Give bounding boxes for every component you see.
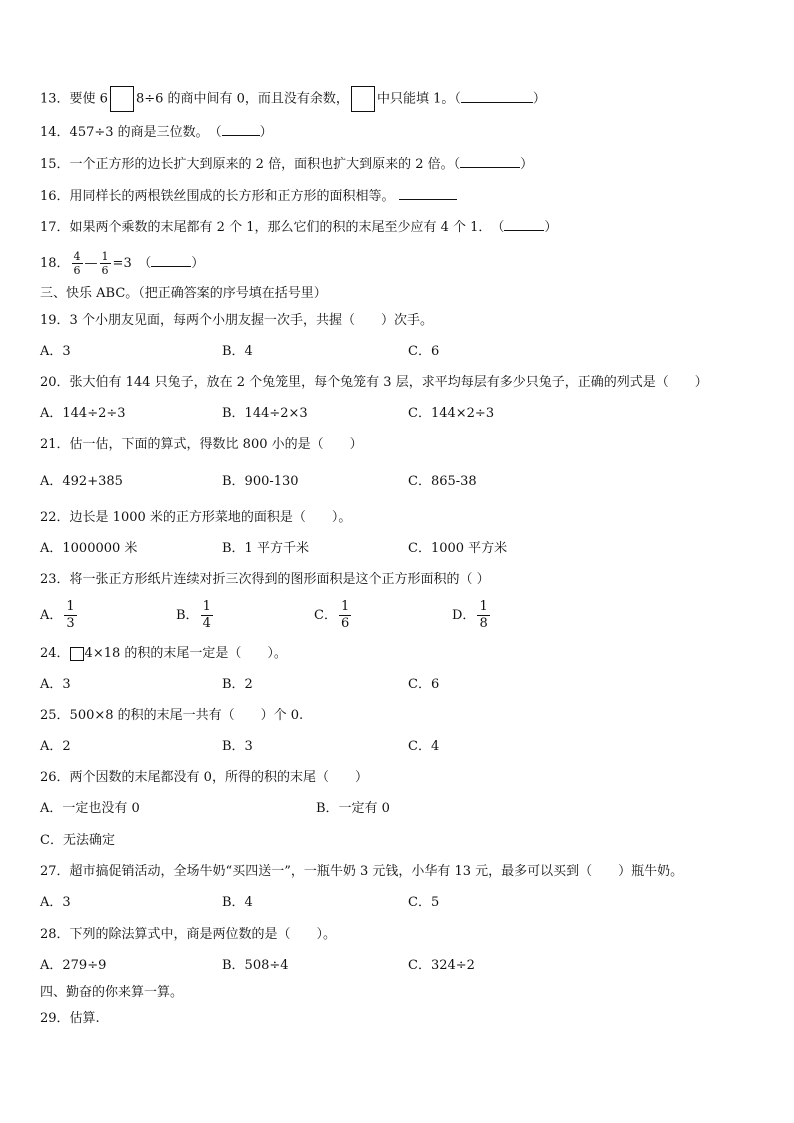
q13-text-b: 8÷6 的商中间有 0，而且没有余数， bbox=[135, 91, 349, 107]
question-24 bbox=[40, 645, 287, 663]
numerator: 1 bbox=[66, 599, 75, 614]
option-b[interactable]: B．一定有 0 bbox=[316, 801, 390, 816]
denominator: 8 bbox=[479, 616, 488, 631]
q18-text: =3 （ bbox=[112, 256, 152, 271]
q18-number: 18． bbox=[40, 256, 70, 271]
option-c[interactable]: C．5 bbox=[408, 895, 440, 910]
minus-sign: — bbox=[84, 256, 98, 271]
denominator: 4 bbox=[202, 616, 211, 631]
question-26: 26．两个因数的末尾都没有 0，所得的积的末尾（ ） bbox=[40, 770, 368, 785]
question-20: 20．张大伯有 144 只兔子，放在 2 个兔笼里，每个兔笼有 3 层，求平均每层有多少只兔子，正确的列式是（ ） bbox=[40, 375, 708, 390]
option-b[interactable]: B．508÷4 bbox=[222, 958, 289, 973]
section-3-heading: 三、快乐 ABC。（把正确答案的序号填在括号里） bbox=[40, 286, 327, 301]
q17-text-b: ） bbox=[544, 220, 558, 235]
question-16 bbox=[40, 188, 457, 206]
question-28: 28．下列的除法算式中，商是两位数的是（ ）。 bbox=[40, 927, 337, 942]
option-c[interactable]: C．4 bbox=[408, 739, 440, 754]
denominator: 3 bbox=[66, 616, 75, 631]
q15-text-b: ） bbox=[520, 157, 534, 172]
q13-text-c: 中只能填 1。（ bbox=[376, 91, 461, 107]
fraction bbox=[72, 250, 83, 277]
question-27: 27．超市搞促销活动，全场牛奶“买四送一”，一瓶牛奶 3 元钱，小华有 13 元，最多可以买到（ ）瓶牛奶。 bbox=[40, 864, 684, 879]
q17-text-a: 17．如果两个乘数的末尾都有 2 个 1，那么它们的积的末尾至少应有 4 个 1． （ bbox=[40, 220, 505, 235]
question-18 bbox=[40, 246, 204, 282]
option-c[interactable] bbox=[314, 598, 353, 634]
question-17 bbox=[40, 219, 557, 237]
option-a[interactable]: A．279÷9 bbox=[40, 958, 107, 973]
question-13 bbox=[40, 86, 546, 112]
option-b[interactable]: B．2 bbox=[222, 677, 253, 692]
q24-number: 24． bbox=[40, 646, 70, 661]
question-29: 29．估算. bbox=[40, 1011, 100, 1026]
q13-text-d: ） bbox=[532, 91, 546, 107]
q24-text: 4×18 的积的末尾一定是（ ）。 bbox=[84, 646, 287, 661]
question-19: 19．3 个小朋友见面，每两个小朋友握一次手，共握（ ）次手。 bbox=[40, 313, 433, 328]
option-b[interactable]: B．144÷2×3 bbox=[222, 406, 308, 421]
digit-blank-box[interactable] bbox=[70, 647, 84, 661]
q18-end: ） bbox=[191, 256, 205, 271]
option-c[interactable]: C．6 bbox=[408, 677, 440, 692]
option-label: A． bbox=[40, 608, 63, 623]
denominator: 6 bbox=[101, 264, 109, 277]
option-a[interactable]: A．492+385 bbox=[40, 474, 123, 489]
option-c[interactable]: C．1000 平方米 bbox=[408, 541, 508, 556]
numerator: 1 bbox=[340, 599, 350, 614]
q16-text-a: 16．用同样长的两根铁丝围成的长方形和正方形的面积相等。 bbox=[40, 189, 395, 204]
fraction bbox=[64, 599, 76, 632]
denominator: 6 bbox=[340, 616, 350, 631]
option-a[interactable]: A．2 bbox=[40, 739, 71, 754]
fraction bbox=[201, 599, 213, 632]
option-a[interactable]: A．3 bbox=[40, 677, 71, 692]
q14-text-a: 14．457÷3 的商是三位数。 （ bbox=[40, 125, 222, 140]
q14-text-b: ） bbox=[259, 125, 273, 140]
answer-blank[interactable] bbox=[460, 167, 520, 168]
question-21: 21．估一估，下面的算式，得数比 800 小的是（ ） bbox=[40, 437, 363, 452]
fraction bbox=[477, 599, 489, 632]
option-b[interactable]: B．3 bbox=[222, 739, 253, 754]
q15-text-a: 15．一个正方形的边长扩大到原来的 2 倍，面积也扩大到原来的 2 倍。（ bbox=[40, 157, 461, 172]
numerator: 1 bbox=[101, 250, 109, 263]
numerator: 1 bbox=[202, 599, 211, 614]
question-15 bbox=[40, 156, 533, 174]
question-14 bbox=[40, 124, 273, 142]
answer-blank[interactable] bbox=[504, 230, 544, 231]
option-a[interactable] bbox=[40, 598, 79, 634]
question-23: 23．将一张正方形纸片连续对折三次得到的图形面积是这个正方形面积的（ ） bbox=[40, 572, 490, 587]
q13-text-a: 13．要使 6 bbox=[40, 91, 108, 107]
option-b[interactable]: B．4 bbox=[222, 895, 253, 910]
option-a[interactable]: A．144÷2÷3 bbox=[40, 406, 126, 421]
option-a[interactable]: A．3 bbox=[40, 895, 71, 910]
option-b[interactable]: B．4 bbox=[222, 344, 253, 359]
option-a[interactable]: A．一定也没有 0 bbox=[40, 801, 140, 816]
fraction bbox=[339, 599, 351, 632]
option-c[interactable]: C．324÷2 bbox=[408, 958, 475, 973]
fraction bbox=[100, 250, 111, 277]
option-a[interactable]: A．1000000 米 bbox=[40, 541, 138, 556]
question-25: 25．500×8 的积的末尾一共有（ ）个 0. bbox=[40, 708, 304, 723]
numerator: 4 bbox=[73, 250, 81, 263]
option-c[interactable]: C．6 bbox=[408, 344, 440, 359]
answer-blank[interactable] bbox=[461, 102, 533, 103]
option-d[interactable] bbox=[452, 598, 492, 634]
numerator: 1 bbox=[479, 599, 488, 614]
question-22: 22．边长是 1000 米的正方形菜地的面积是（ ）。 bbox=[40, 510, 352, 525]
option-a[interactable]: A．3 bbox=[40, 344, 71, 359]
option-b[interactable] bbox=[176, 598, 215, 634]
option-c[interactable]: C．144×2÷3 bbox=[408, 406, 495, 421]
option-c[interactable]: C．865-38 bbox=[408, 474, 477, 489]
section-4-heading: 四、勤奋的你来算一算。 bbox=[40, 985, 184, 1000]
denominator: 6 bbox=[73, 264, 81, 277]
option-label: D． bbox=[452, 608, 476, 623]
option-b[interactable]: B．1 平方千米 bbox=[222, 541, 309, 556]
digit-blank-box[interactable] bbox=[110, 86, 134, 112]
option-label: C． bbox=[314, 608, 337, 623]
option-label: B． bbox=[176, 608, 199, 623]
answer-blank[interactable] bbox=[222, 135, 260, 136]
digit-blank-box-2[interactable] bbox=[351, 86, 375, 112]
option-c[interactable]: C．无法确定 bbox=[40, 833, 115, 848]
answer-blank[interactable] bbox=[151, 266, 191, 267]
option-b[interactable]: B．900-130 bbox=[222, 474, 299, 489]
answer-blank[interactable] bbox=[399, 199, 457, 200]
